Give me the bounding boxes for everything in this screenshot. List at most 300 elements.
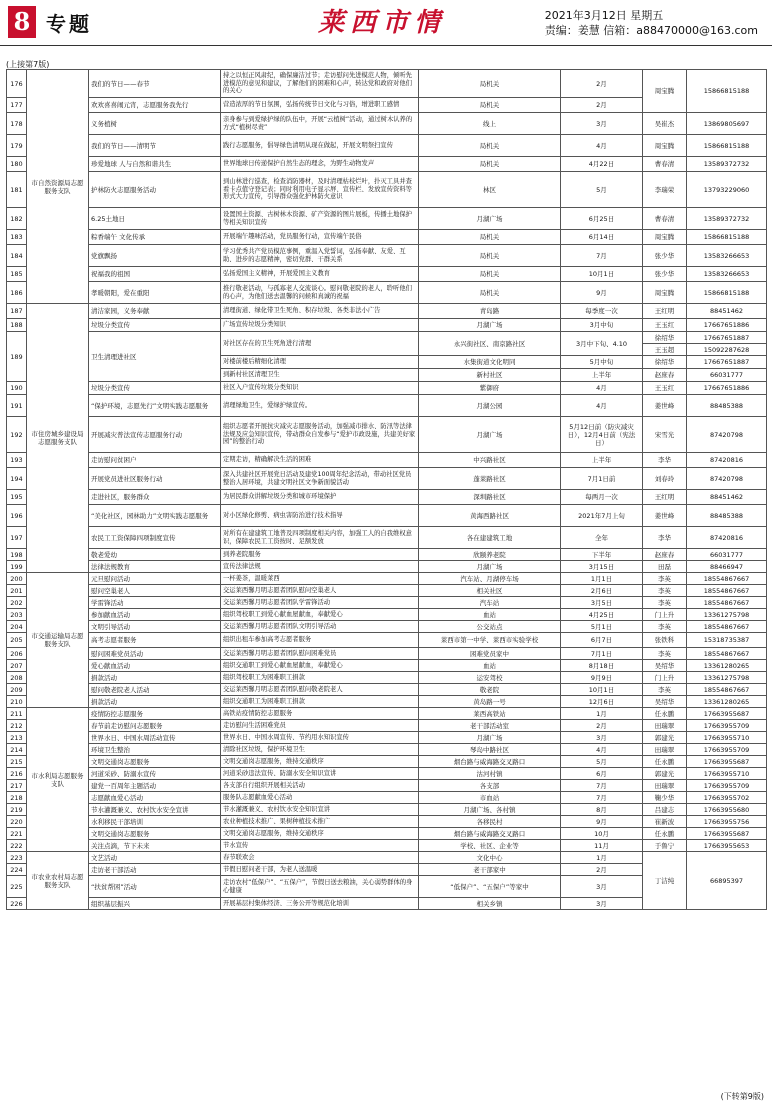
person-cell: 王玉红: [643, 319, 687, 332]
content-cell: 组织出租车参加高考志愿者服务: [221, 633, 419, 648]
table-row: [7, 609, 767, 621]
no-cell: 180: [7, 157, 27, 172]
no-cell: 223: [7, 852, 27, 864]
no-cell: 198: [7, 549, 27, 561]
loc-cell: 汽车站: [419, 597, 561, 609]
unit-cell: 市自然资源局志愿服务支队: [27, 70, 89, 304]
content-cell: 服务队志愿献血爱心活动: [221, 792, 419, 804]
time-cell: 1月: [561, 852, 643, 864]
name-cell: 捐款活动: [89, 696, 221, 708]
name-cell: 敬老爱幼: [89, 549, 221, 561]
loc-cell: 莱西市第一中学、莱西市实验学校: [419, 633, 561, 648]
name-cell: 学雷锋活动: [89, 597, 221, 609]
name-cell: “扶贫帮困”活动: [89, 876, 221, 898]
content-cell: 推行敬老活动，与孤寡老人交流谈心。慰问敬老院的老人，聆听他们的心声，为他们送去温馨的问候和真诚的祝福: [221, 282, 419, 304]
person-cell: 吕建志: [643, 804, 687, 816]
person-cell: 李华: [643, 453, 687, 468]
phone-cell: 18554867667: [687, 621, 767, 633]
person-cell: 吴绍华: [643, 696, 687, 708]
person-cell: 宋雪光: [643, 417, 687, 453]
time-cell: 7月: [561, 245, 643, 267]
table-row: [7, 573, 767, 585]
loc-cell: 黄岛路一号: [419, 696, 561, 708]
loc-cell: 烟台路与威海路交叉路口: [419, 756, 561, 768]
loc-cell: 局机关: [419, 135, 561, 157]
time-cell: 上半年: [561, 453, 643, 468]
person-cell: 李英: [643, 648, 687, 660]
content-cell: 交运莱西馨月明志愿者团队文明引导活动: [221, 621, 419, 633]
table-row: [7, 696, 767, 708]
loc-cell: 文化中心: [419, 852, 561, 864]
name-cell: 走进社区，服务群众: [89, 490, 221, 505]
loc-cell: 莱西高铁站: [419, 708, 561, 720]
no-cell: 194: [7, 468, 27, 490]
name-cell: 义务植树: [89, 113, 221, 135]
phone-cell: 88466947: [687, 561, 767, 573]
table-row: [7, 561, 767, 573]
time-cell: 2月: [561, 864, 643, 876]
content-cell: 交运莱西馨月明志愿者团队慰问困难党员: [221, 648, 419, 660]
content-cell: 组织交通职工到爱心献血屋献血，奉献爱心: [221, 660, 419, 672]
content-cell: 节水灌溉兼义、农村饮水安全知识宣讲: [221, 804, 419, 816]
table-row: [7, 804, 767, 816]
loc-cell: 线上: [419, 113, 561, 135]
phone-cell: 17663955710: [687, 732, 767, 744]
loc-cell: 月湖公园: [419, 395, 561, 417]
header-info: [545, 8, 758, 38]
content-cell: 节水宣传: [221, 840, 419, 852]
no-cell: 222: [7, 840, 27, 852]
phone-cell: 13583266653: [687, 267, 767, 282]
content-cell: 节假日慰问老干部，为老人送温暖: [221, 864, 419, 876]
no-cell: 219: [7, 804, 27, 816]
content-cell: 组织交通职工为困难职工捐款: [221, 696, 419, 708]
time-cell: 6月25日: [561, 208, 643, 230]
no-cell: 188: [7, 319, 27, 332]
name-cell: 欢欢喜喜闹元宵，志愿服务我先行: [89, 98, 221, 113]
content-cell: 交运莱西馨月明志愿者团队慰问敬老院老人: [221, 684, 419, 696]
time-cell: 7月: [561, 792, 643, 804]
loc-cell: 公交站点: [419, 621, 561, 633]
time-cell: 5月1日: [561, 621, 643, 633]
table-row: [7, 382, 767, 395]
content-cell: 亲身参与到爱绿护绿的队伍中，开展“云植树”活动，通过树木认养的方式“植树尽责”: [221, 113, 419, 135]
time-cell: 3月: [561, 898, 643, 910]
person-cell: 田磊: [643, 561, 687, 573]
loc-cell: 敬老院: [419, 684, 561, 696]
content-cell: 设置国土资源、古树林木资源、矿产资源的图片展板，传播土地保护等相关知识宣传: [221, 208, 419, 230]
table-row: [7, 282, 767, 304]
name-cell: 组织基层振兴: [89, 898, 221, 910]
name-cell: 文明交通岗志愿服务: [89, 756, 221, 768]
phone-cell: 17663955653: [687, 840, 767, 852]
content-cell: 社区入户宣传垃圾分类知识: [221, 382, 419, 395]
loc-cell: 学校、社区、企业等: [419, 840, 561, 852]
content-cell: 世界水日、中国水周宣传、节约用水知识宣传: [221, 732, 419, 744]
phone-cell: 17663955687: [687, 828, 767, 840]
name-cell: 高考志愿者服务: [89, 633, 221, 648]
phone-cell: 88451462: [687, 490, 767, 505]
person-cell: 张铁科: [643, 633, 687, 648]
name-cell: 元旦慰问活动: [89, 573, 221, 585]
no-cell: 200: [7, 573, 27, 585]
phone-cell: 17667651887: [687, 356, 767, 369]
no-cell: 195: [7, 490, 27, 505]
no-cell: 197: [7, 527, 27, 549]
no-cell: 203: [7, 609, 27, 621]
time-cell: 下半年: [561, 549, 643, 561]
no-cell: 182: [7, 208, 27, 230]
phone-cell: 13361280265: [687, 696, 767, 708]
name-cell: 农民工工资保障四项制度宣传: [89, 527, 221, 549]
name-cell: 建党一百周年主题活动: [89, 780, 221, 792]
table-row: [7, 70, 767, 98]
loc-cell: 运安驾校: [419, 672, 561, 684]
name-cell: 粽香端午 文化传承: [89, 230, 221, 245]
person-cell: 张少华: [643, 245, 687, 267]
loc-cell: 血站: [419, 609, 561, 621]
masthead-logo: 莱西市情: [318, 8, 447, 38]
person-cell: 王红明: [643, 490, 687, 505]
loc-cell: 困难党员家中: [419, 648, 561, 660]
person-cell: 周宝腾: [643, 230, 687, 245]
name-cell: 党旗飘扬: [89, 245, 221, 267]
name-cell: 清洁家园，义务奉献: [89, 304, 221, 319]
continued-to-note: (下转第9版): [720, 1092, 764, 1101]
time-cell: 4月: [561, 395, 643, 417]
name-cell: 关注点滴，节下未来: [89, 840, 221, 852]
time-cell: 3月: [561, 113, 643, 135]
name-cell: 走访老干部活动: [89, 864, 221, 876]
loc-cell: 琴岛中路社区: [419, 744, 561, 756]
no-cell: 216: [7, 768, 27, 780]
table-row: [7, 157, 767, 172]
time-cell: 5月中旬: [561, 356, 643, 369]
loc-cell: 烟台路与威海路交叉路口: [419, 828, 561, 840]
phone-cell: 87420816: [687, 527, 767, 549]
loc-cell: 局机关: [419, 70, 561, 98]
table-row: [7, 633, 767, 648]
phone-cell: 17663955687: [687, 708, 767, 720]
table-row: [7, 505, 767, 527]
person-cell: 徐绍华: [643, 356, 687, 369]
person-cell: 鞠少华: [643, 792, 687, 804]
time-cell: 2月: [561, 70, 643, 98]
name-cell: 水利移民干部培训: [89, 816, 221, 828]
table-row: [7, 840, 767, 852]
loc-cell: 月湖广场: [419, 417, 561, 453]
phone-cell: 87420798: [687, 468, 767, 490]
newspaper-header: [0, 0, 772, 46]
loc-cell: 青岛路: [419, 304, 561, 319]
no-cell: 206: [7, 648, 27, 660]
no-cell: 183: [7, 230, 27, 245]
name-cell: 慰问困难党员活动: [89, 648, 221, 660]
table-row: [7, 135, 767, 157]
content-cell: 开展端午趣味活动，党员服务行动，宣传端午民俗: [221, 230, 419, 245]
table-row: [7, 490, 767, 505]
time-cell: 3月: [561, 876, 643, 898]
name-cell: 垃圾分类宣传: [89, 382, 221, 395]
table-row: [7, 527, 767, 549]
loc-cell: 深圳路社区: [419, 490, 561, 505]
unit-cell: 市水利局志愿服务支队: [27, 708, 89, 852]
issue-date: 2021年3月12日 星期五: [544, 9, 664, 22]
phone-cell: 13361275798: [687, 672, 767, 684]
person-cell: 李英: [643, 597, 687, 609]
table-row: [7, 732, 767, 744]
content-cell: 为居民群众讲解垃圾分类和城市环境保护: [221, 490, 419, 505]
unit-cell: 市住房城乡建设局志愿服务支队: [27, 304, 89, 573]
time-cell: 10月1日: [561, 267, 643, 282]
time-cell: 3月: [561, 732, 643, 744]
time-cell: 9月: [561, 282, 643, 304]
no-cell: 177: [7, 98, 27, 113]
no-cell: 214: [7, 744, 27, 756]
table-row: [7, 792, 767, 804]
person-cell: 周宝腾: [643, 135, 687, 157]
no-cell: 176: [7, 70, 27, 98]
loc-cell: 各支部: [419, 780, 561, 792]
phone-cell: 13589372732: [687, 208, 767, 230]
name-cell: 祝福我的祖国: [89, 267, 221, 282]
time-cell: 2月: [561, 720, 643, 732]
person-cell: 王玉红: [643, 382, 687, 395]
time-cell: 3月15日: [561, 561, 643, 573]
phone-cell: 66895397: [687, 852, 767, 910]
name-cell: 春节前走访慰问志愿服务: [89, 720, 221, 732]
person-cell: 吴绍华: [643, 660, 687, 672]
time-cell: 5月: [561, 172, 643, 208]
loc-cell: 欣颐养老院: [419, 549, 561, 561]
loc-cell: 相关乡镇: [419, 898, 561, 910]
phone-cell: 13589372732: [687, 157, 767, 172]
loc-cell: 月湖广场、各村镇: [419, 804, 561, 816]
no-cell: 189: [7, 332, 27, 382]
phone-cell: 87420816: [687, 453, 767, 468]
no-cell: 215: [7, 756, 27, 768]
time-cell: 1月: [561, 708, 643, 720]
phone-cell: 17663955709: [687, 720, 767, 732]
time-cell: 11月: [561, 840, 643, 852]
table-row: [7, 304, 767, 319]
table-row: [7, 332, 767, 344]
time-cell: 上半年: [561, 369, 643, 382]
no-cell: 212: [7, 720, 27, 732]
time-cell: 12月6日: [561, 696, 643, 708]
time-cell: 9月: [561, 816, 643, 828]
name-cell: 河道采砂、防溺水宣传: [89, 768, 221, 780]
person-cell: 郭建光: [643, 732, 687, 744]
content-cell: 春节联欢会: [221, 852, 419, 864]
loc-cell: 局机关: [419, 230, 561, 245]
no-cell: 208: [7, 672, 27, 684]
person-cell: 赵庶春: [643, 369, 687, 382]
name-cell: 6.25土地日: [89, 208, 221, 230]
name-cell: 爱心献血活动: [89, 660, 221, 672]
content-cell: 农业种植技术推广、果树种植技术推广: [221, 816, 419, 828]
no-cell: 190: [7, 382, 27, 395]
table-row: [7, 172, 767, 208]
content-cell: 到山林进行巡查，检查消防器材，及时清理枯枝烂叶，扑灭工具并查看卡点值守登记表；同时利用电子显示屏、宣传栏、发放宣传资料等形式大力宣传，引导群众强化护林防火意识: [221, 172, 419, 208]
name-cell: 文艺活动: [89, 852, 221, 864]
no-cell: 201: [7, 585, 27, 597]
name-cell: 卫生清理进社区: [89, 332, 221, 382]
no-cell: 225: [7, 876, 27, 898]
person-cell: 姜世峰: [643, 395, 687, 417]
time-cell: 6月: [561, 768, 643, 780]
phone-cell: 66031777: [687, 369, 767, 382]
loc-cell: 老干部家中: [419, 864, 561, 876]
no-cell: 202: [7, 597, 27, 609]
table-row: [7, 816, 767, 828]
time-cell: 5月: [561, 756, 643, 768]
content-cell: 清除社区垃圾，保护环境卫生: [221, 744, 419, 756]
time-cell: 4月22日: [561, 157, 643, 172]
time-cell: 4月: [561, 382, 643, 395]
person-cell: 李瑞荣: [643, 172, 687, 208]
phone-cell: 18554867667: [687, 573, 767, 585]
phone-cell: 18554867667: [687, 684, 767, 696]
person-cell: 李英: [643, 684, 687, 696]
name-cell: 我们的节日——清明节: [89, 135, 221, 157]
table-row: [7, 768, 767, 780]
phone-cell: 17663955710: [687, 768, 767, 780]
time-cell: 7月: [561, 780, 643, 792]
table-row: [7, 597, 767, 609]
page-number-badge: 8: [8, 6, 36, 38]
loc-cell: “低保户”、“五保户”等家中: [419, 876, 561, 898]
phone-cell: 13583266653: [687, 245, 767, 267]
name-cell: 捐款活动: [89, 672, 221, 684]
content-cell: 走访慰问生活困难党员: [221, 720, 419, 732]
content-cell: 文明交通岗志愿服务，维持交通秩序: [221, 756, 419, 768]
person-cell: 徐绍华: [643, 332, 687, 344]
phone-cell: 15092287628: [687, 344, 767, 356]
continued-from-note: (上接第7版): [6, 60, 50, 69]
section-title: 专题: [46, 12, 92, 36]
table-row: [7, 585, 767, 597]
time-cell: 每两月一次: [561, 490, 643, 505]
content-cell: 对小区绿化修剪、病虫害防治进行技术指导: [221, 505, 419, 527]
no-cell: 226: [7, 898, 27, 910]
no-cell: 184: [7, 245, 27, 267]
content-cell: 组织志愿者开展抗灾减灾志愿服务活动，加强减市排水、防汛等法律法规及应急知识宣传，带动群众自发参与“爱护市政设施，共建美好家园”的整治行动: [221, 417, 419, 453]
person-cell: 王玉超: [643, 344, 687, 356]
content-cell: 对所有在建建筑工地普及四项制度相关内容，加强工人的自我维权意识，保障农民工工资按时、足额发放: [221, 527, 419, 549]
table-row: [7, 208, 767, 230]
loc-cell: 市血站: [419, 792, 561, 804]
content-cell: 走访农村“低保户”、“五保户”，节假日送去粮油，关心弱势群体的身心健康: [221, 876, 419, 898]
name-cell: 垃圾分类宣传: [89, 319, 221, 332]
phone-cell: 15866815188: [687, 135, 767, 157]
phone-cell: 17667651886: [687, 319, 767, 332]
content-cell: 清理街道、绿化带卫生死角、积存垃圾、各类非法小广告: [221, 304, 419, 319]
loc-cell: 局机关: [419, 282, 561, 304]
table-row: [7, 672, 767, 684]
phone-cell: 18554867667: [687, 648, 767, 660]
person-cell: 王红明: [643, 304, 687, 319]
content-cell: 学习优秀共产党员模范事例，重温入党誓词，弘扬奉献、友爱、互助、进步的志愿精神，密切党群、干群关系: [221, 245, 419, 267]
content-cell: 到养老院服务: [221, 549, 419, 561]
loc-cell: 各在建建筑工地: [419, 527, 561, 549]
content-cell: 对社区存在的卫生死角进行清理: [221, 332, 419, 356]
table-row: [7, 828, 767, 840]
content-cell: 河道采砂违法宣传、防溺水安全知识宣讲: [221, 768, 419, 780]
person-cell: 崔新波: [643, 816, 687, 828]
name-cell: 慰问空巢老人: [89, 585, 221, 597]
phone-cell: 13793229060: [687, 172, 767, 208]
person-cell: 曹春清: [643, 157, 687, 172]
content-cell: 到新村社区清理卫生: [221, 369, 419, 382]
name-cell: 珍爱地球 人与自然和谐共生: [89, 157, 221, 172]
phone-cell: 88451462: [687, 304, 767, 319]
loc-cell: 老干部活动室: [419, 720, 561, 732]
time-cell: 8月: [561, 804, 643, 816]
phone-cell: 17663955687: [687, 756, 767, 768]
unit-cell: 市农业农村局志愿服务支队: [27, 852, 89, 910]
name-cell: 护林防火志愿服务活动: [89, 172, 221, 208]
time-cell: 10月: [561, 828, 643, 840]
time-cell: 4月: [561, 744, 643, 756]
no-cell: 207: [7, 660, 27, 672]
phone-cell: 17663955709: [687, 780, 767, 792]
table-row: [7, 468, 767, 490]
table-row: [7, 756, 767, 768]
phone-cell: 18554867667: [687, 597, 767, 609]
content-cell: 清理绿地卫生，爱绿护绿宣传。: [221, 395, 419, 417]
time-cell: 3月中下旬、4.10: [561, 332, 643, 356]
name-cell: 文明引导活动: [89, 621, 221, 633]
person-cell: 田瑞翠: [643, 744, 687, 756]
content-cell: 组织驾校职工为困难职工捐款: [221, 672, 419, 684]
person-cell: 李英: [643, 621, 687, 633]
name-cell: 孝暖朝阳，爱在重阳: [89, 282, 221, 304]
table-row: [7, 319, 767, 332]
phone-cell: 18554867667: [687, 585, 767, 597]
content-cell: 交运莱西馨月明志愿者团队慰问空巢老人: [221, 585, 419, 597]
table-row: [7, 417, 767, 453]
phone-cell: 17663955680: [687, 804, 767, 816]
name-cell: 环境卫生整治: [89, 744, 221, 756]
person-cell: 张少华: [643, 267, 687, 282]
table-row: [7, 113, 767, 135]
name-cell: 疫情防控志愿服务: [89, 708, 221, 720]
loc-cell: 相关社区: [419, 585, 561, 597]
time-cell: 4月: [561, 135, 643, 157]
name-cell: “保护环境，志愿先行”文明实践志愿服务: [89, 395, 221, 417]
phone-cell: 15866815188: [687, 70, 767, 113]
no-cell: 187: [7, 304, 27, 319]
person-cell: 吴崔杰: [643, 113, 687, 135]
time-cell: 2月: [561, 98, 643, 113]
loc-cell: 血站: [419, 660, 561, 672]
person-cell: 刘春玲: [643, 468, 687, 490]
phone-cell: 13869805697: [687, 113, 767, 135]
loc-cell: 汽车站、月湖停车场: [419, 573, 561, 585]
content-cell: 高铁站疫情防控志愿服务: [221, 708, 419, 720]
person-cell: 任永鹏: [643, 756, 687, 768]
loc-cell: 新村社区: [419, 369, 561, 382]
person-cell: 丁洁纯: [643, 852, 687, 910]
phone-cell: 15866815188: [687, 230, 767, 245]
no-cell: 210: [7, 696, 27, 708]
person-cell: 门上升: [643, 609, 687, 621]
content-cell: 交运莱西馨月明志愿者团队学雷锋活动: [221, 597, 419, 609]
person-cell: 赵庶春: [643, 549, 687, 561]
person-cell: 任永鹏: [643, 828, 687, 840]
time-cell: 全年: [561, 527, 643, 549]
